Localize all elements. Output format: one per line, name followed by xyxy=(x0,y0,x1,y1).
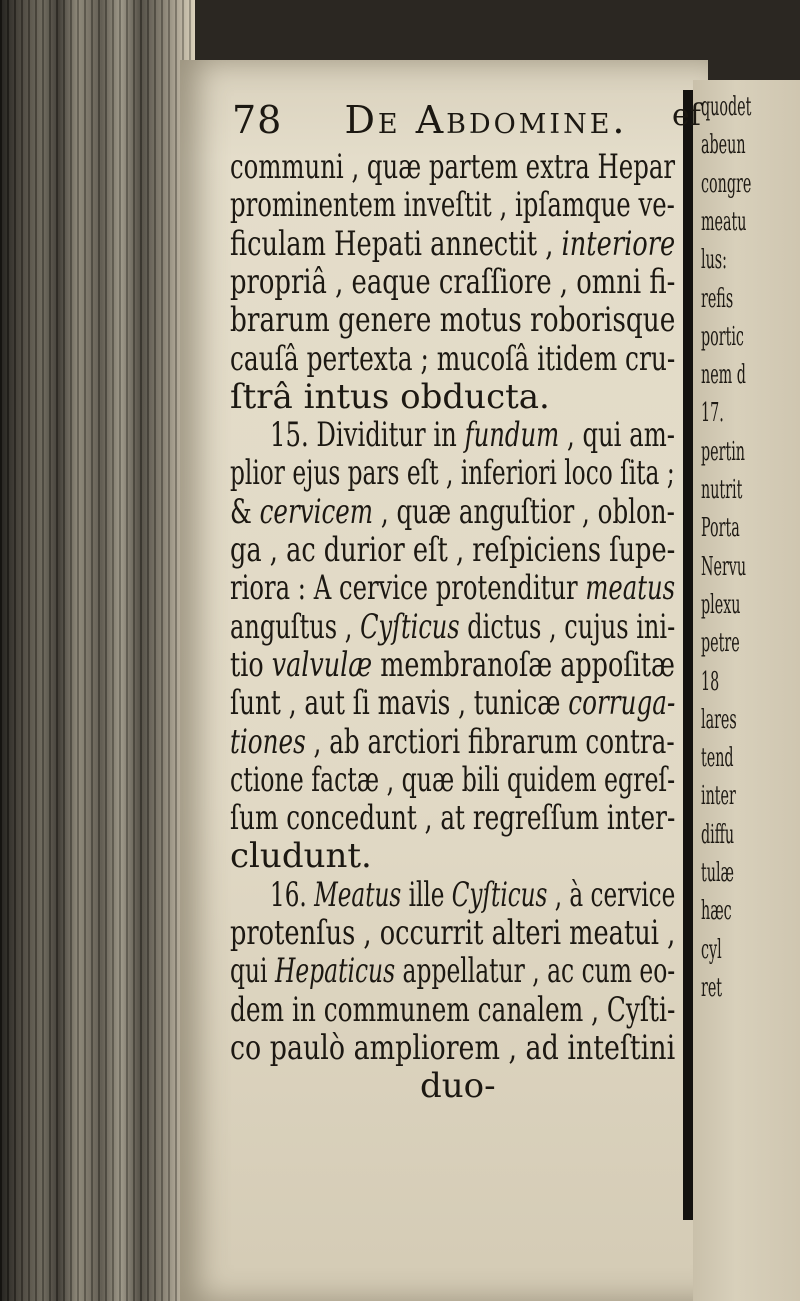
facing-page-fragment: inter xyxy=(701,781,736,812)
text-span: brarum genere motus roborisque xyxy=(230,300,676,341)
text-span: Meatus xyxy=(314,874,402,915)
page-number: 78 xyxy=(232,98,283,142)
text-line xyxy=(230,376,550,417)
text-span: protenſus , occurrit alteri meatui , xyxy=(230,913,676,953)
facing-page-fragment: portic xyxy=(701,321,744,352)
text-span: dem in communem canalem , Cyſti- xyxy=(230,989,676,1030)
facing-page-fragment: refis xyxy=(701,283,734,314)
text-span: cludunt. xyxy=(230,836,372,877)
text-span: , quæ anguſtior , oblon- xyxy=(373,491,675,532)
text-span: tio xyxy=(230,644,272,685)
text-line xyxy=(230,300,676,341)
facing-page-fragment: congre xyxy=(701,168,752,199)
text-line xyxy=(230,1027,676,1068)
facing-page-fragment: lus: xyxy=(701,245,727,276)
signature-mark: ef xyxy=(672,98,701,133)
text-span: ga , ac durior eſt , reſpiciens ſupe- xyxy=(230,530,676,570)
text-span: qui xyxy=(230,951,275,992)
text-span: ſunt , aut ſi mavis , tunicæ xyxy=(230,683,569,724)
text-span: cervicem xyxy=(259,491,374,532)
text-span: Hepaticus xyxy=(274,951,396,992)
facing-page-fragment: cyl xyxy=(701,934,722,965)
running-title: De Abdomine. xyxy=(344,98,628,142)
text-span: appellatur , ac cum eo- xyxy=(395,951,676,992)
facing-page-fragment: nem d xyxy=(701,360,746,391)
facing-page-fragment: 18 xyxy=(701,666,720,697)
text-line xyxy=(230,644,675,685)
text-span: & xyxy=(230,491,260,532)
facing-page-fragment: Porta xyxy=(701,513,740,544)
text-line xyxy=(230,798,676,839)
facing-page-fragment: hæc xyxy=(701,896,732,927)
text-line xyxy=(230,836,372,877)
text-span: cauſâ pertexta ; mucoſâ itidem cru- xyxy=(230,338,676,379)
text-line xyxy=(230,951,676,992)
text-line xyxy=(230,453,675,494)
text-line xyxy=(230,261,676,302)
text-line xyxy=(230,338,676,379)
text-line xyxy=(230,147,675,187)
book-edge-texture xyxy=(0,0,195,1301)
facing-page-fragment: diffu xyxy=(701,819,735,850)
text-span: 16. xyxy=(270,874,315,915)
text-span: co paulò ampliorem , ad inteſtini xyxy=(230,1027,676,1068)
facing-page-fragment: plexu xyxy=(701,589,741,620)
text-span: tiones xyxy=(230,721,306,762)
text-line xyxy=(230,759,676,800)
text-span: prominentem inveſtit , ipſamque ve- xyxy=(230,185,675,226)
text-line xyxy=(230,185,675,226)
text-span: ille xyxy=(401,874,452,915)
text-span: fundum xyxy=(464,415,560,456)
book-gutter xyxy=(683,90,693,1220)
text-line xyxy=(270,874,676,915)
facing-page-fragment: Nervu xyxy=(701,551,747,582)
facing-page-fragment: tend xyxy=(701,743,734,774)
page-header xyxy=(232,98,701,142)
text-span: , ab arctiori fibrarum contra- xyxy=(305,721,675,762)
text-span: ſum concedunt , at regreſſum inter- xyxy=(230,798,676,839)
text-span: propriâ , eaque craſſiore , omni fi- xyxy=(230,261,676,302)
facing-page-fragment: lares xyxy=(701,704,737,735)
facing-page-fragment: quodet xyxy=(701,92,752,122)
facing-page-fragment: nutrit xyxy=(701,475,743,505)
text-span: Cyſticus xyxy=(451,874,548,915)
text-line xyxy=(230,223,676,264)
text-span: membranoſæ appoſitæ xyxy=(372,644,675,685)
facing-page-fragment: tulæ xyxy=(701,858,734,888)
text-line xyxy=(230,683,676,724)
text-line xyxy=(230,989,676,1030)
text-span: ficulam Hepati annectit , xyxy=(230,223,562,264)
text-line xyxy=(230,721,675,762)
facing-page-fragment: pertin xyxy=(701,436,745,467)
facing-page-fragment: meatu xyxy=(701,206,747,237)
text-span: , qui am- xyxy=(559,415,675,456)
text-span: ctione factæ , quæ bili quidem egreſ- xyxy=(230,759,676,800)
text-line xyxy=(420,1066,496,1107)
text-span: Cyſticus xyxy=(360,606,460,647)
text-line xyxy=(230,530,676,570)
text-span: corruga- xyxy=(568,683,676,724)
text-line xyxy=(230,913,676,953)
text-span: duo- xyxy=(420,1066,496,1107)
text-span: plior ejus pars eſt , inferiori loco ſita ; xyxy=(230,453,675,494)
text-span: riora : A cervice protenditur xyxy=(230,568,586,609)
facing-page-fragment: abeun xyxy=(701,130,746,161)
facing-page-fragment: petre xyxy=(701,628,740,659)
text-span: 15. Dividitur in xyxy=(270,415,465,456)
text-span: ſtrâ intus obducta. xyxy=(230,376,550,417)
text-span: meatus xyxy=(585,568,676,609)
text-span: valvulæ xyxy=(271,644,373,685)
text-span: , à cervice xyxy=(547,874,676,915)
text-line xyxy=(230,606,676,647)
facing-page-fragment: ret xyxy=(701,972,723,1003)
text-span: interiore xyxy=(561,223,676,264)
text-span: anguſtus , xyxy=(230,606,361,647)
text-line xyxy=(230,491,675,532)
text-line xyxy=(230,568,676,609)
text-span: communi , quæ partem extra Hepar xyxy=(230,147,675,187)
facing-page xyxy=(693,80,800,1301)
text-span: dictus , cujus ini- xyxy=(459,606,676,647)
text-line xyxy=(270,415,675,456)
facing-page-fragment: 17. xyxy=(701,398,724,429)
